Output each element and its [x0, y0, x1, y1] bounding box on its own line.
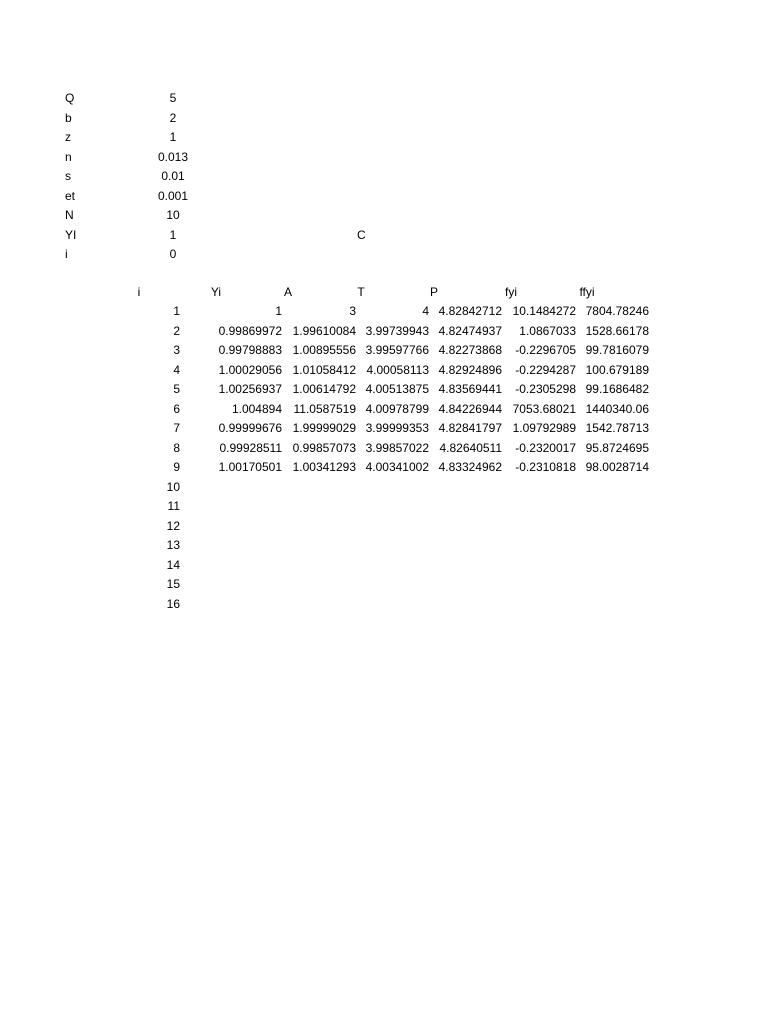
param-value[interactable]: 1 [169, 130, 177, 144]
c-label[interactable]: C [357, 227, 366, 242]
cell-yi[interactable]: 0.99928511 [219, 440, 282, 455]
cell-p[interactable]: 4.82841797 [438, 421, 502, 435]
cell-i[interactable]: 7 [173, 421, 180, 435]
param-row-q [0, 89, 768, 108]
cell-yi[interactable]: 0.99869972 [218, 323, 282, 338]
cell-a[interactable]: 1.99999029 [292, 421, 356, 435]
cell-a[interactable]: 1.00614792 [292, 382, 356, 396]
table-row [0, 419, 768, 439]
cell-i[interactable]: 13 [166, 538, 180, 552]
header-a[interactable]: A [283, 285, 292, 299]
table-row [0, 556, 768, 576]
cell-yi[interactable]: 1.00256937 [218, 382, 282, 396]
cell-ffyi[interactable]: 1440340.06 [585, 401, 649, 416]
cell-t[interactable]: 4.00513875 [365, 382, 429, 396]
cell-i[interactable]: 5 [173, 382, 180, 396]
cell-i[interactable]: 16 [166, 596, 180, 611]
param-row-n [0, 148, 768, 167]
cell-ffyi[interactable]: 99.7816079 [585, 343, 649, 357]
cell-yi[interactable]: 1.00029056 [218, 362, 282, 377]
param-label[interactable]: et [65, 188, 76, 203]
cell-i[interactable]: 8 [173, 440, 180, 455]
cell-p[interactable]: 4.84226944 [438, 401, 502, 416]
param-value[interactable]: 10 [166, 208, 180, 222]
table-row [0, 322, 768, 342]
cell-fyi[interactable]: -0.2294287 [515, 362, 576, 377]
header-fyi[interactable]: fyi [505, 285, 517, 299]
table-header-row [0, 283, 768, 302]
cell-fyi[interactable]: 1.09792989 [512, 421, 576, 435]
param-value[interactable]: 0 [169, 247, 177, 261]
cell-p[interactable]: 4.82640511 [439, 440, 502, 455]
param-value[interactable]: 5 [169, 91, 177, 105]
header-ffyi[interactable]: ffyi [579, 285, 595, 299]
table-row [0, 439, 768, 459]
param-value[interactable]: 1 [169, 227, 177, 242]
param-label[interactable]: N [65, 208, 74, 222]
header-t[interactable]: T [357, 285, 365, 299]
param-label[interactable]: YI [65, 227, 77, 242]
cell-p[interactable]: 4.83569441 [438, 382, 502, 396]
cell-yi[interactable]: 1.00170501 [218, 460, 282, 474]
cell-p[interactable]: 4.83324962 [438, 460, 502, 474]
cell-fyi[interactable]: -0.2320017 [515, 440, 576, 455]
param-row-b [0, 109, 768, 128]
table-row [0, 361, 768, 381]
param-row-n-count [0, 206, 768, 225]
table-row [0, 595, 768, 615]
cell-ffyi[interactable]: 99.1686482 [585, 382, 649, 396]
cell-t[interactable]: 4 [422, 304, 429, 318]
table-row [0, 400, 768, 420]
cell-t[interactable]: 4.00341002 [365, 460, 429, 474]
cell-a[interactable]: 0.99857073 [292, 440, 356, 455]
cell-p[interactable]: 4.82474937 [438, 323, 502, 338]
table-row [0, 341, 768, 361]
cell-i[interactable]: 10 [166, 479, 180, 494]
cell-i[interactable]: 2 [173, 323, 180, 338]
cell-a[interactable]: 1.99610084 [292, 323, 356, 338]
cell-t[interactable]: 3.99597766 [365, 343, 429, 357]
cell-i[interactable]: 15 [166, 577, 180, 591]
param-label[interactable]: s [65, 169, 71, 183]
cell-a[interactable]: 1.00341293 [292, 460, 356, 474]
param-label[interactable]: i [65, 247, 68, 261]
cell-fyi[interactable]: 10.1484272 [512, 304, 576, 318]
param-row-z [0, 128, 768, 147]
param-label[interactable]: z [65, 130, 71, 144]
cell-i[interactable]: 1 [173, 304, 180, 318]
cell-t[interactable]: 3.99999353 [365, 421, 429, 435]
cell-ffyi[interactable]: 98.0028714 [585, 460, 649, 474]
cell-i[interactable]: 14 [166, 557, 180, 572]
table-row [0, 458, 768, 478]
param-value[interactable]: 0.001 [157, 188, 189, 203]
param-value[interactable]: 0.01 [161, 169, 185, 183]
cell-ffyi[interactable]: 95.8724695 [585, 440, 649, 455]
cell-ffyi[interactable]: 1542.78713 [585, 421, 649, 435]
table-row [0, 478, 768, 498]
cell-ffyi[interactable]: 1528.66178 [585, 323, 649, 338]
param-label[interactable]: n [65, 149, 72, 164]
cell-fyi[interactable]: 1.0867033 [519, 323, 576, 338]
param-label[interactable]: b [65, 110, 72, 125]
header-i[interactable]: i [137, 285, 141, 299]
table-row [0, 497, 768, 517]
param-row-yi [0, 226, 768, 245]
cell-i[interactable]: 4 [173, 362, 180, 377]
cell-i[interactable]: 11 [167, 499, 180, 513]
param-label[interactable]: Q [65, 91, 75, 105]
cell-ffyi[interactable]: 100.679189 [585, 362, 649, 377]
cell-fyi[interactable]: -0.2296705 [515, 343, 576, 357]
table-row [0, 517, 768, 537]
param-row-et [0, 187, 768, 206]
cell-fyi[interactable]: -0.2310818 [515, 460, 576, 474]
cell-t[interactable]: 3.99739943 [365, 323, 429, 338]
cell-t[interactable]: 4.00978799 [365, 401, 429, 416]
table-row [0, 380, 768, 400]
header-yi[interactable]: Yi [210, 285, 222, 299]
header-p[interactable]: P [429, 285, 438, 299]
cell-t[interactable]: 4.00058113 [366, 362, 429, 377]
cell-a[interactable]: 1.00895556 [292, 343, 356, 357]
cell-yi[interactable]: 0.99798883 [218, 343, 282, 357]
cell-p[interactable]: 4.82273868 [438, 343, 502, 357]
cell-ffyi[interactable]: 7804.78246 [585, 304, 649, 318]
cell-i[interactable]: 3 [173, 343, 180, 357]
param-value[interactable]: 2 [169, 110, 177, 125]
table-row [0, 575, 768, 595]
param-value[interactable]: 0.013 [157, 149, 189, 164]
cell-fyi[interactable]: -0.2305298 [515, 382, 576, 396]
cell-i[interactable]: 9 [173, 460, 180, 474]
cell-p[interactable]: 4.82842712 [438, 304, 502, 318]
cell-i[interactable]: 6 [173, 401, 180, 416]
cell-yi[interactable]: 1 [275, 304, 282, 318]
cell-a[interactable]: 11.0587519 [293, 401, 356, 416]
cell-p[interactable]: 4.82924896 [438, 362, 502, 377]
param-row-i [0, 245, 768, 264]
param-row-s [0, 167, 768, 186]
cell-fyi[interactable]: 7053.68021 [512, 401, 576, 416]
cell-a[interactable]: 3 [349, 304, 356, 318]
cell-a[interactable]: 1.01058412 [292, 362, 356, 377]
cell-t[interactable]: 3.99857022 [365, 440, 429, 455]
table-row [0, 302, 768, 322]
cell-yi[interactable]: 0.99999676 [218, 421, 282, 435]
table-row [0, 536, 768, 556]
cell-yi[interactable]: 1.004894 [231, 401, 282, 416]
cell-i[interactable]: 12 [166, 518, 180, 533]
